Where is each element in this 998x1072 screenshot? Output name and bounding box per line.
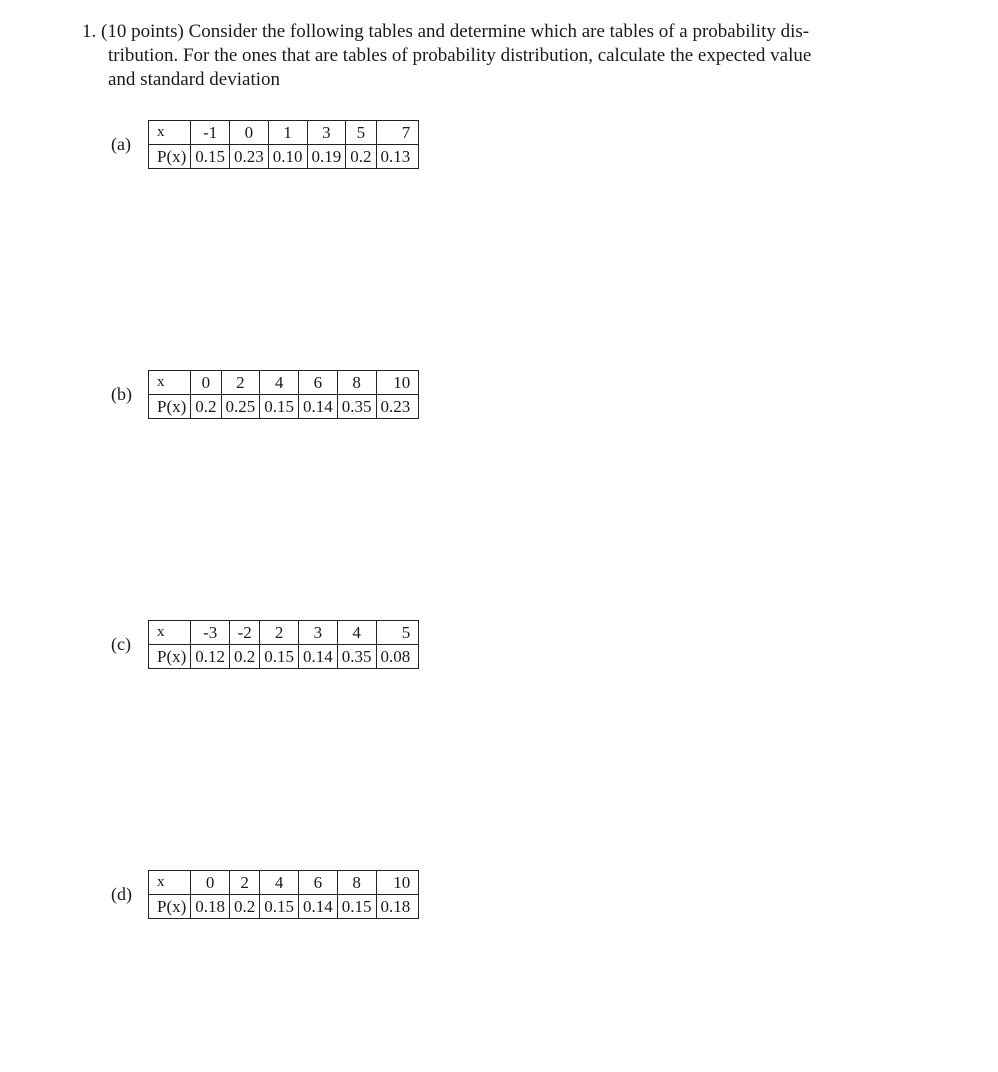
p-value: 0.14 bbox=[299, 895, 338, 919]
row-label-p: P(x) bbox=[149, 395, 191, 419]
p-value: 0.14 bbox=[299, 395, 338, 419]
p-value: 0.2 bbox=[230, 895, 260, 919]
x-value: -1 bbox=[191, 121, 230, 145]
p-value: 0.15 bbox=[260, 395, 299, 419]
problem-text-line-2: tribution. For the ones that are tables of probability distribution, calculate the expected value bbox=[108, 45, 812, 66]
part-label: (d) bbox=[111, 884, 132, 904]
p-value: 0.23 bbox=[230, 145, 269, 169]
distribution-table bbox=[148, 870, 419, 919]
row-label-x: x bbox=[149, 871, 191, 895]
row-label-x: x bbox=[149, 371, 191, 395]
x-value: 5 bbox=[346, 121, 376, 145]
x-value: -3 bbox=[191, 621, 230, 645]
x-value: 1 bbox=[268, 121, 307, 145]
distribution-table bbox=[148, 620, 419, 669]
distribution-table bbox=[148, 120, 419, 169]
table-row-x bbox=[149, 871, 419, 895]
x-value: 2 bbox=[230, 871, 260, 895]
p-value: 0.13 bbox=[376, 145, 419, 169]
p-value: 0.14 bbox=[299, 645, 338, 669]
row-label-p: P(x) bbox=[149, 895, 191, 919]
p-value: 0.15 bbox=[260, 895, 299, 919]
x-value: 4 bbox=[337, 621, 376, 645]
row-label-x: x bbox=[149, 621, 191, 645]
p-value: 0.19 bbox=[307, 145, 346, 169]
x-value: 3 bbox=[299, 621, 338, 645]
x-value: 7 bbox=[376, 121, 419, 145]
p-value: 0.23 bbox=[376, 395, 419, 419]
problem-line-1 bbox=[82, 20, 922, 44]
x-value: 5 bbox=[376, 621, 419, 645]
p-value: 0.35 bbox=[337, 645, 376, 669]
x-value: 0 bbox=[230, 121, 269, 145]
x-value: 2 bbox=[260, 621, 299, 645]
table-row-p bbox=[149, 645, 419, 669]
table-row-p bbox=[149, 145, 419, 169]
p-value: 0.10 bbox=[268, 145, 307, 169]
table-row-x bbox=[149, 371, 419, 395]
row-label-x: x bbox=[149, 121, 191, 145]
p-value: 0.25 bbox=[221, 395, 260, 419]
table-row-x bbox=[149, 621, 419, 645]
x-value: 10 bbox=[376, 371, 419, 395]
problem-text-line-1: (10 points) Consider the following tables and determine which are tables of a probability dis- bbox=[101, 21, 810, 42]
part-label: (c) bbox=[111, 634, 131, 654]
p-value: 0.12 bbox=[191, 645, 230, 669]
table-row-x bbox=[149, 121, 419, 145]
table-row-p bbox=[149, 895, 419, 919]
problem-number: 1. bbox=[82, 21, 97, 42]
row-label-p: P(x) bbox=[149, 645, 191, 669]
p-value: 0.18 bbox=[191, 895, 230, 919]
x-value: 3 bbox=[307, 121, 346, 145]
x-value: 4 bbox=[260, 871, 299, 895]
x-value: 4 bbox=[260, 371, 299, 395]
x-value: 6 bbox=[299, 371, 338, 395]
p-value: 0.15 bbox=[337, 895, 376, 919]
x-value: 2 bbox=[221, 371, 260, 395]
x-value: 0 bbox=[191, 871, 230, 895]
problem-statement bbox=[82, 20, 922, 92]
x-value: -2 bbox=[230, 621, 260, 645]
p-value: 0.15 bbox=[260, 645, 299, 669]
p-value: 0.2 bbox=[191, 395, 221, 419]
x-value: 10 bbox=[376, 871, 419, 895]
x-value: 6 bbox=[299, 871, 338, 895]
problem-text-line-3: and standard deviation bbox=[108, 69, 281, 90]
p-value: 0.35 bbox=[337, 395, 376, 419]
part-label: (a) bbox=[111, 134, 131, 154]
x-value: 8 bbox=[337, 871, 376, 895]
x-value: 0 bbox=[191, 371, 221, 395]
part-label: (b) bbox=[111, 384, 132, 404]
table-row-p bbox=[149, 395, 419, 419]
x-value: 8 bbox=[337, 371, 376, 395]
p-value: 0.18 bbox=[376, 895, 419, 919]
p-value: 0.15 bbox=[191, 145, 230, 169]
p-value: 0.2 bbox=[230, 645, 260, 669]
distribution-table bbox=[148, 370, 419, 419]
row-label-p: P(x) bbox=[149, 145, 191, 169]
p-value: 0.08 bbox=[376, 645, 419, 669]
p-value: 0.2 bbox=[346, 145, 376, 169]
